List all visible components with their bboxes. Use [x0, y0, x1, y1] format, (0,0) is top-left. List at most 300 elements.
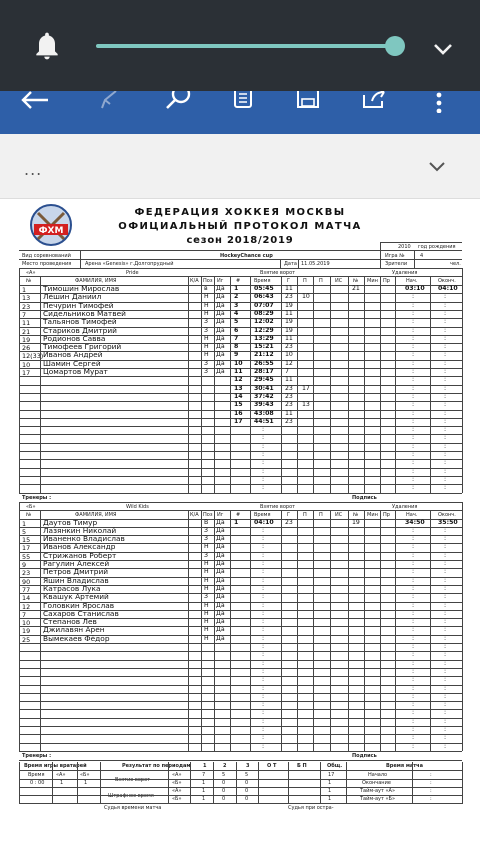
grid-line [40, 276, 41, 493]
team-a-goal-number: 1 [234, 285, 239, 292]
team-b-player-number: 5 [22, 527, 27, 536]
team-b-player-played: Да [216, 543, 225, 551]
team-b-pen-start-empty: : [412, 535, 415, 543]
federation-title: ФЕДЕРАЦИЯ ХОККЕЯ МОСКВЫ [134, 207, 346, 218]
team-a-pen-end-empty: : [444, 442, 447, 450]
team-a-pen-start-empty: : [412, 442, 415, 450]
team-a-pen-end-empty: : [444, 368, 447, 375]
team-a-pen-end-empty: : [444, 392, 447, 400]
grid-line [190, 762, 191, 804]
grid-line [462, 268, 463, 493]
team-a-goal-time-empty: : [262, 467, 265, 475]
team-b-player-name: Рагулин Алексей [43, 559, 110, 568]
team-b-player-number: 77 [22, 585, 31, 594]
team-b-goal-time-empty: : [262, 576, 265, 584]
team-b-player-played: Да [216, 560, 225, 567]
team-a-goal-number: 17 [234, 417, 243, 425]
grid-line [297, 276, 298, 493]
team-b-goal-time-empty: : [262, 626, 265, 634]
period-results-label: Результат по периодам [122, 762, 191, 769]
team-a-pen-start-empty: : [412, 392, 415, 400]
team-b-player-position: В [204, 518, 209, 526]
more-vertical-icon[interactable] [434, 91, 444, 113]
team-b-goal-time-empty: : [262, 560, 265, 567]
team-b-pen-end-empty: : [444, 535, 447, 543]
team-a-player-number: 21 [22, 327, 31, 336]
team-b-goal-time-empty: : [262, 734, 265, 742]
team-b-player-number: 19 [22, 627, 31, 636]
grid-line [258, 762, 259, 804]
team-b-player-name: Степанов Лев [43, 617, 97, 627]
team-b-player-position: Н [204, 560, 209, 567]
grid-line [288, 762, 289, 804]
grid-line [77, 762, 78, 804]
team-a-player-number: 10 [22, 360, 31, 369]
pen-b-p1: 1 [202, 795, 206, 802]
chevron-down-icon[interactable] [428, 160, 446, 174]
team-b-goal-time-empty: : [262, 526, 265, 534]
team-b-goal-time-empty: : [262, 543, 265, 551]
team-a-pen-start-empty: : [412, 326, 415, 334]
grid-line [19, 268, 20, 493]
team-a-goal-number: 2 [234, 293, 239, 301]
grid-line [281, 276, 282, 493]
team-a-hdr-reason: Пр [383, 278, 390, 284]
team-a-pen-start-empty: : [412, 293, 415, 301]
spectators-unit: чел. [450, 261, 461, 267]
grid-line [364, 510, 365, 751]
team-a-goal-scorer: 23 [285, 293, 293, 301]
team-b-pen-end-empty: : [444, 576, 447, 584]
grid-line [19, 751, 462, 752]
team-b-player-name: Вымекаев Фёдор [43, 633, 110, 643]
team-b-pen-end-empty: : [444, 543, 447, 551]
pen-a-p2: 0 [222, 787, 226, 794]
team-a-player-played: Да [216, 368, 225, 375]
grid-line [462, 502, 463, 751]
team-b-player-position: Н [204, 584, 209, 592]
grid-line [230, 276, 231, 493]
team-b-pen-end: 35:50 [438, 518, 458, 526]
team-b-pen-end-empty: : [444, 609, 447, 617]
team-a-hdr-pos: Поз [203, 278, 213, 284]
team-b-pen-end-empty: : [444, 734, 447, 742]
save-icon[interactable] [296, 91, 320, 109]
team-b-hdr-time: Время [254, 511, 271, 518]
team-a-goal-assist: 13 [302, 401, 310, 409]
team-b-player-position: З [204, 593, 208, 601]
team-b-goal-time-empty: : [262, 584, 265, 592]
grid-line [236, 762, 237, 804]
team-b-hdr-min: Мин [367, 511, 378, 518]
grid-line [230, 510, 231, 751]
team-a-pen-end-empty: : [444, 451, 447, 458]
team-b-pen-start: 34:50 [405, 518, 425, 526]
grid-line [250, 276, 251, 493]
team-a-hdr-a1: П [303, 278, 307, 284]
team-b-goal-number: 1 [234, 518, 239, 526]
grid-line [313, 510, 314, 751]
team-a-player-number: 11 [22, 319, 31, 328]
team-a-hdr-played: Иг [217, 278, 224, 284]
team-b-pen-end-empty: : [444, 684, 447, 692]
team-b-hdr-a1: П [303, 511, 307, 518]
grid-line [80, 250, 81, 268]
team-a-hdr-pen-no: № [353, 278, 359, 284]
team-a-player-position: З [204, 318, 208, 326]
team-a-goal-time-empty: : [262, 442, 265, 450]
grid-line [430, 510, 431, 751]
team-a-pen-end-empty: : [444, 376, 447, 384]
grid-line [19, 779, 462, 780]
team-a-player-position: в [204, 285, 208, 292]
team-a-signature-label: Подпись [352, 494, 377, 501]
team-a-player-name: Тальянов Тимофей [43, 317, 117, 327]
team-a-player-played: Да [216, 309, 225, 317]
team-a-player-played: Да [216, 293, 225, 301]
team-b-goal-time-empty: : [262, 717, 265, 725]
team-b-pen-start-empty: : [412, 734, 415, 742]
team-a-goal-time: 05:45 [254, 285, 274, 292]
team-a-player-played: Да [216, 351, 225, 359]
team-b-goal-scorer: 23 [285, 518, 293, 526]
team-a-hdr-no: № [26, 278, 32, 284]
grid-line [19, 787, 462, 788]
team-b-goal-time-empty: : [262, 593, 265, 601]
grid-line [298, 259, 299, 268]
grid-line [364, 276, 365, 493]
team-a-goal-scorer: 7 [285, 368, 289, 375]
team-b-player-played: Да [216, 535, 225, 543]
team-b-player-name: Петров Дмитрий [43, 567, 109, 577]
grid-line [214, 510, 215, 751]
gk-time-value: 0 : 00 [30, 779, 45, 786]
team-a-player-number: 23 [22, 302, 31, 311]
grid-line [188, 510, 189, 751]
pen-b-total: 1 [328, 795, 332, 802]
team-a-goal-scorer: 19 [285, 301, 293, 309]
pen-icon[interactable] [98, 91, 126, 109]
team-a-pen-start-empty: : [412, 376, 415, 384]
team-b-pen-start-empty: : [412, 526, 415, 534]
grid-line [19, 502, 20, 751]
team-a-pen-end-empty: : [444, 426, 447, 434]
team-a-hdr-g: Г [287, 278, 291, 284]
team-a-player-name: Шамин Сергей [43, 358, 101, 368]
team-a-pen-end-empty: : [444, 326, 447, 334]
team-b-pen-end-empty: : [444, 651, 447, 659]
team-a-pen-end-empty: : [444, 384, 447, 392]
grid-line [52, 762, 53, 804]
share-icon[interactable] [360, 91, 390, 109]
team-a-goal-number: 3 [234, 301, 239, 309]
team-b-player-played: Да [216, 526, 225, 534]
team-b-pen-end-empty: : [444, 601, 447, 609]
timeout-b-value: : [430, 795, 432, 802]
match-end-value: : [430, 779, 432, 786]
team-a-hdr-min: Мин [367, 278, 378, 284]
grid-line [297, 510, 298, 751]
team-a-goal-time: 08:29 [254, 309, 274, 317]
team-a-goal-scorer: 23 [285, 417, 293, 425]
grid-line [346, 762, 347, 804]
team-b-player-played: Да [216, 618, 225, 626]
goals-a-p1: 7 [202, 771, 206, 778]
team-a-goal-time-empty: : [262, 484, 265, 492]
team-b-hdr-g: Г [287, 511, 291, 518]
team-a-pen-number: 21 [352, 285, 360, 292]
team-b-player-position: З [204, 551, 208, 559]
team-a-goal-scorer: 11 [285, 409, 293, 417]
team-b-hdr-ka: К/А [190, 511, 199, 518]
protocol-title: ОФИЦИАЛЬНЫЙ ПРОТОКОЛ МАТЧА [118, 221, 362, 232]
team-b-pen-start-empty: : [412, 651, 415, 659]
team-a-pen-end-empty: : [444, 309, 447, 317]
team-b-goal-time-empty: : [262, 643, 265, 650]
team-b-hdr-is: ИС [335, 511, 343, 518]
spectators-label: Зрители [385, 261, 408, 267]
overtime-label: О Т [267, 762, 277, 769]
team-a-goal-time: 15:21 [254, 343, 274, 351]
period-3-label: 3 [246, 762, 250, 769]
grid-line [320, 762, 321, 804]
team-a-goals-label: Взятие ворот [260, 270, 296, 276]
team-b-pen-end-empty: : [444, 701, 447, 709]
grid-line [430, 276, 431, 493]
grid-line [380, 242, 381, 250]
team-b-player-name: Яшин Владислав [43, 575, 109, 585]
team-b-player-played: Да [216, 593, 225, 601]
timekeeper-label: Судья времени матча [104, 804, 162, 811]
team-b-player-played: Да [216, 626, 225, 634]
team-b-pen-end-empty: : [444, 742, 447, 750]
team-b-player-played: Да [216, 601, 225, 609]
team-a-pen-start-empty: : [412, 334, 415, 342]
team-a-hdr-time: Время [254, 278, 271, 284]
grid-line [280, 259, 281, 268]
team-a-pen-end-empty: : [444, 484, 447, 492]
team-b-pen-end-empty: : [444, 643, 447, 650]
team-a-hdr-ka: К/А [190, 278, 199, 284]
grid-line [281, 510, 282, 751]
team-b-player-number: 23 [22, 569, 31, 578]
team-a-goal-scorer: 23 [285, 401, 293, 409]
team-b-player-position: Н [204, 626, 209, 634]
team-a-player-position: Н [204, 343, 209, 351]
match-time-label: Время матча [386, 762, 423, 769]
search-icon[interactable] [164, 91, 194, 109]
team-a-pen-start-empty: : [412, 451, 415, 458]
team-a-hdr-start: Нач. [406, 278, 418, 284]
team-b-player-number: 15 [22, 536, 31, 545]
team-b-player-position: З [204, 535, 208, 543]
team-b-pen-start-empty: : [412, 692, 415, 700]
team-a-goal-number: 15 [234, 401, 243, 409]
match-date: 11.05.2019 [301, 261, 330, 267]
team-b-player-played: Да [216, 568, 225, 576]
team-b-player-name: Даутов Тимур [43, 517, 98, 527]
team-b-player-position: Н [204, 634, 209, 642]
team-a-player-number: 26 [22, 344, 31, 353]
grid-line [213, 762, 214, 804]
total-label: Общ. [327, 762, 343, 769]
team-b-pen-end-empty: : [444, 551, 447, 559]
team-a-pen-start-empty: : [412, 309, 415, 317]
team-a-pen-start-empty: : [412, 318, 415, 326]
team-a-goal-number: 12 [234, 376, 243, 384]
date-label: Дата [284, 261, 297, 267]
team-b-goal-time-empty: : [262, 659, 265, 667]
team-b-pen-end-empty: : [444, 568, 447, 576]
team-b-player-number: 12 [22, 602, 31, 611]
team-a-player-played: Да [216, 301, 225, 309]
team-a-player-position: Н [204, 334, 209, 342]
team-b-goal-time-empty: : [262, 535, 265, 543]
team-b-pen-end-empty: : [444, 659, 447, 667]
team-a-goal-number: 10 [234, 359, 243, 367]
grid-line [19, 762, 20, 804]
team-b-pen-end-empty: : [444, 584, 447, 592]
grid-line [188, 276, 189, 493]
team-a-goal-assist: 17 [302, 384, 310, 392]
goals-b-p1: 1 [202, 779, 206, 786]
gk-time-col: Время [28, 771, 45, 778]
team-a-pen-end-empty: : [444, 417, 447, 425]
team-b-player-name: Иванов Александр [43, 542, 116, 552]
period-1-label: 1 [203, 762, 207, 769]
team-b-pen-start-empty: : [412, 701, 415, 709]
team-b-goal-time-empty: : [262, 684, 265, 692]
team-a-player-name: Стариков Дмитрий [43, 325, 117, 335]
team-b-penalties-label: Удаления [392, 503, 418, 510]
team-b-player-number: 17 [22, 544, 31, 553]
birth-year: 2010 [398, 244, 411, 250]
team-a-goal-time: 12:02 [254, 318, 274, 326]
match-end-label: Окончание [362, 779, 391, 786]
team-a-penalties-label: Удаления [392, 270, 418, 276]
team-b-pen-end-empty: : [444, 526, 447, 534]
team-b-pen-number: 19 [352, 518, 360, 526]
team-a-player-name: Тимошин Мирослав [43, 284, 120, 293]
shot-judge-label: Судья при остра- [288, 804, 334, 811]
team-b-player-position: Н [204, 618, 209, 626]
app-toolbar [0, 91, 480, 134]
team-b-goal-time-empty: : [262, 634, 265, 642]
team-b-goal-time-empty: : [262, 701, 265, 709]
team-b-pen-end-empty: : [444, 717, 447, 725]
team-b-goals-label: Взятие ворот [260, 503, 296, 510]
team-b-goal-time-empty: : [262, 692, 265, 700]
team-a-goal-time: 12:29 [254, 326, 274, 334]
team-b-pen-start-empty: : [412, 576, 415, 584]
team-a-player-position: Н [204, 309, 209, 317]
team-b-player-played: Да [216, 634, 225, 642]
grid-line [330, 510, 331, 751]
team-a-goal-time-empty: : [262, 451, 265, 458]
grid-line [201, 276, 202, 493]
team-a-pen-end-empty: : [444, 359, 447, 367]
pen-a-p3: 0 [245, 787, 249, 794]
venue-label: Место проведения [22, 261, 72, 267]
team-a-goal-time: 37:42 [254, 392, 274, 400]
bell-icon[interactable] [31, 30, 63, 62]
team-b-pen-start-empty: : [412, 609, 415, 617]
back-arrow-icon[interactable] [20, 91, 50, 109]
team-a-pen-end-empty: : [444, 301, 447, 309]
team-a-goal-assist: 10 [302, 293, 310, 301]
document-icon[interactable] [233, 91, 253, 109]
team-b-pen-end-empty: : [444, 709, 447, 717]
team-b-goal-time-empty: : [262, 618, 265, 626]
pen-b-p3: 0 [245, 795, 249, 802]
grid-line [380, 276, 381, 493]
team-b-signature-label: Подпись [352, 752, 377, 759]
gk-time-label: Время игры вратарей [24, 762, 87, 769]
team-a-pen-start-empty: : [412, 409, 415, 417]
brightness-slider[interactable] [96, 44, 396, 48]
team-b-player-number: 25 [22, 635, 31, 644]
team-b-pen-end-empty: : [444, 692, 447, 700]
team-a-player-position: Н [204, 293, 209, 301]
team-a-goal-time-empty: : [262, 459, 265, 467]
more-options-icon[interactable]: ... [24, 160, 43, 179]
gk-b-value: 1 [84, 779, 88, 786]
team-b-player-played: Да [216, 551, 225, 559]
team-b-player-name: Головкин Ярослав [43, 600, 115, 610]
goals-a-p3: 5 [245, 771, 249, 778]
team-a-pen-end-empty: : [444, 401, 447, 409]
team-a-goal-time: 28:17 [254, 368, 274, 375]
team-a-goal-scorer: 19 [285, 318, 293, 326]
team-b-pen-start-empty: : [412, 601, 415, 609]
team-a-player-number: 7 [22, 310, 27, 319]
team-b-hdr-pen-no: № [353, 511, 359, 518]
team-a-tag: «A» [26, 270, 36, 276]
team-a-goal-time: 26:55 [254, 359, 274, 367]
team-b-pen-end-empty: : [444, 634, 447, 642]
team-b-goal-time: 04:10 [254, 518, 274, 526]
team-a-goal-time: 21:12 [254, 351, 274, 359]
team-b-player-position: Н [204, 568, 209, 576]
team-a-goal-number: 4 [234, 309, 239, 317]
team-a-hdr-goal-no: # [236, 278, 241, 284]
grid-line [19, 250, 462, 251]
gk-a-value: 1 [60, 779, 64, 786]
grid-line [19, 795, 462, 796]
team-b-hdr-start: Нач. [406, 511, 418, 518]
timeout-b-label: Тайм-аут «Б» [360, 795, 396, 802]
grid-line [100, 762, 101, 804]
grid-line [19, 760, 462, 761]
timeout-a-label: Тайм-аут «А» [360, 787, 396, 794]
birth-year-label: год рождения [418, 244, 456, 250]
team-b-player-number: 9 [22, 561, 27, 569]
team-a-player-name: Иванов Андрей [43, 350, 103, 360]
team-b-pen-start-empty: : [412, 684, 415, 692]
team-a-player-position: З [204, 368, 208, 375]
team-a-pen-start-empty: : [412, 359, 415, 367]
chevron-down-icon[interactable] [432, 38, 454, 60]
brightness-slider-thumb[interactable] [385, 36, 405, 56]
team-a-goal-time: 29:45 [254, 376, 274, 384]
grid-line [168, 762, 169, 804]
team-b-pen-start-empty: : [412, 643, 415, 650]
pen-a-label: «А» [172, 787, 182, 794]
team-a-hdr-a2: П [319, 278, 323, 284]
team-a-pen-end: 04:10 [438, 285, 458, 292]
team-a-goal-number: 8 [234, 343, 239, 351]
grid-line [19, 493, 462, 494]
